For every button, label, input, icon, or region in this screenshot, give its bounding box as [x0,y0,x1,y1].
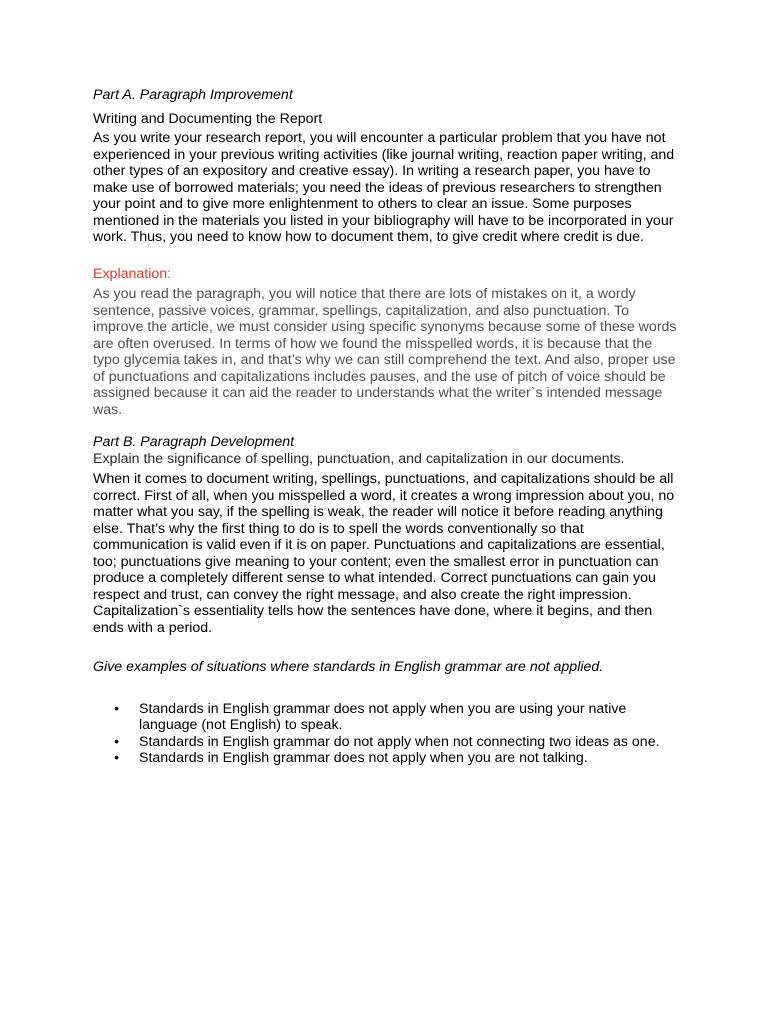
list-item [93,734,678,751]
explanation-title: Explanation: [93,265,172,282]
part-b-title: Part B. Paragraph Development [93,434,295,450]
examples-question: Give examples of situations where standards in English grammar are not applied. [93,659,604,675]
list-item [93,750,678,767]
list-item-text: Standards in English grammar does not apply when you are not talking. [139,750,588,766]
part-a-title: Part A. Paragraph Improvement [93,87,293,103]
list-item [93,701,678,734]
bullet-icon: • [114,750,119,766]
part-a-subtitle: Writing and Documenting the Report [93,110,323,127]
part-b-prompt: Explain the significance of spelling, punctuation, and capitalization in our documents. [93,450,625,467]
document-content [93,87,678,767]
bullet-icon: • [114,733,119,750]
list-item-text: Standards in English grammar does not apply when you are using your native language (not English) to speak. [139,700,627,733]
explanation-text: As you read the paragraph, you will notice that there are lots of mistakes on it, a wordy sentence, passive voices, grammar, spellings, capitalization, and also punctuation. To improve the article, we must consider using specific synonyms because some of these words are often overused. In terms of how we found the misspelled words, it is because that the typo glycemia takes in, and that’s why we can still comprehend the text. And also, proper use of punctuations and capitalizations includes pauses, and the use of pitch of voice should be assigned because it can aid the reader to understands what the writer`s intended message was. [93,286,677,418]
bullet-icon: • [114,700,119,717]
examples-list [93,701,678,767]
part-a-paragraph: As you write your research report, you will encounter a particular problem that you have not experienced in your previous writing activities (like journal writing, reaction paper writing, and other types of an expository and creative essay). In writing a research paper, you have to make use of borrowed materials; you need the ideas of previous researchers to strengthen your point and to give more enlightenment to others to clear an issue. Some purposes mentioned in the materials you listed in your bibliography will have to be incorporated in your work. Thus, you need to know how to document them, to give credit where credit is due. [93,130,675,245]
list-item-text: Standards in English grammar do not apply when not connecting two ideas as one. [139,733,660,750]
part-b-answer: When it comes to document writing, spellings, punctuations, and capitalizations should be all correct. First of all, when you misspelled a word, it creates a wrong impression about you, no matter what you say, if the spelling is weak, the reader will notice it before reading anything else. That’s why the first thing to do is to spell the words conventionally so that communication is valid even if it is on paper. Punctuations and capitalizations are essential, too; punctuations give meaning to your content; even the smallest error in punctuation can produce a completely different sense to what intended. Correct punctuations can gain you respect and trust, can convey the right message, and also create the right impression. Capitalization`s essentiality tells how the sentences have done, where it begins, and then ends with a period. [93,471,675,636]
